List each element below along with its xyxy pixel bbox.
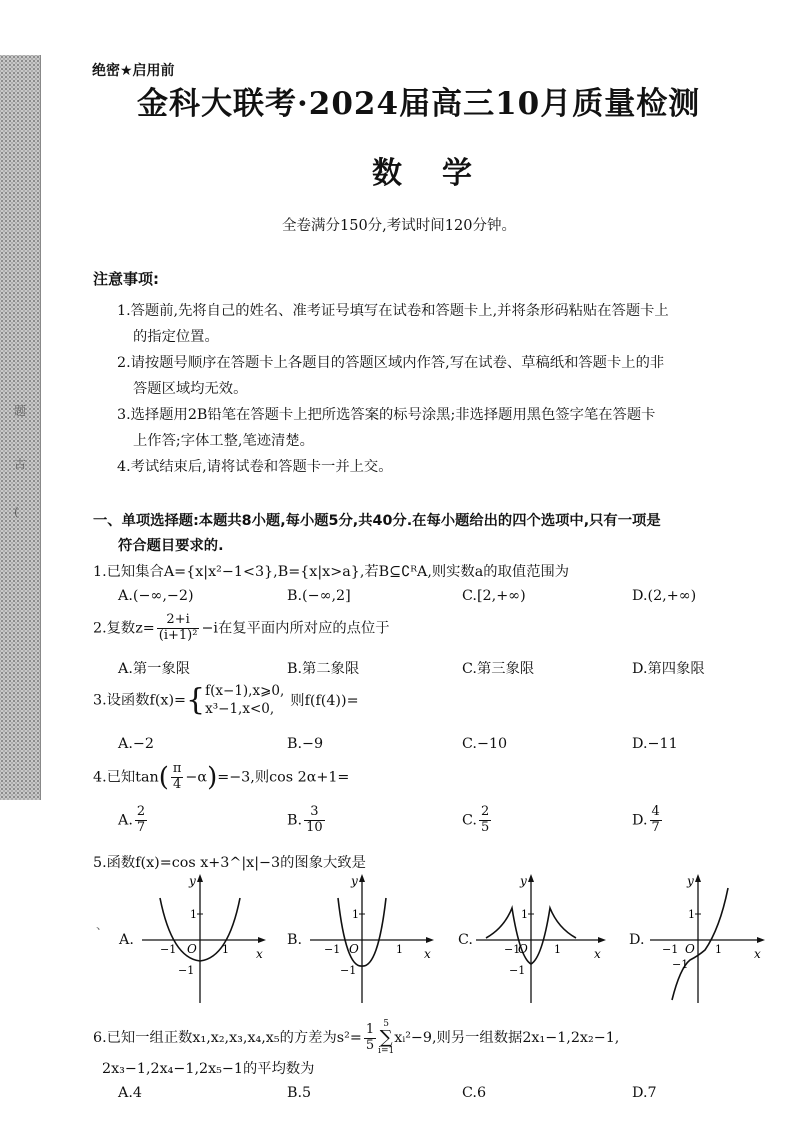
q4-option-a-label: A.	[118, 812, 133, 829]
notice-line: 2.请按题号顺序在答题卡上各题目的答题区域内作答,写在试卷、草稿纸和答题卡上的非	[117, 355, 665, 371]
graph-a	[142, 868, 272, 1008]
section-header: 一、单项选择题:本题共8小题,每小题5分,共40分.在每小题给出的四个选项中,只有一项是	[93, 513, 661, 529]
q4-prefix: 4.已知tan	[93, 769, 159, 786]
x-axis-label: x	[594, 947, 601, 961]
y-axis-label: y	[687, 874, 694, 888]
frac-den: 10	[306, 819, 323, 835]
tick-one: 1	[190, 908, 197, 921]
option-b: B.5	[287, 1085, 312, 1101]
frac-den: 5	[480, 819, 490, 835]
x-axis-label: x	[256, 947, 263, 961]
q4-option-c-label: C.	[462, 812, 477, 829]
q4-inner-suffix: −α	[185, 769, 208, 786]
option-d	[632, 805, 664, 836]
q4-paren-open: (	[158, 762, 169, 793]
notice-line: 的指定位置。	[133, 329, 219, 345]
option-d: D.7	[632, 1085, 657, 1101]
q2-suffix: −i在复平面内所对应的点位于	[201, 620, 390, 637]
notice-line: 4.考试结束后,请将试卷和答题卡一并上交。	[117, 459, 393, 475]
tick-neg-one-y: −1	[178, 964, 195, 977]
graph-d-label: D.	[629, 932, 645, 948]
q2-frac-num: 2+i	[157, 613, 200, 629]
tick-one-x: 1	[396, 943, 403, 956]
sum-top: 5	[383, 1019, 390, 1029]
option-a: A.(−∞,−2)	[118, 588, 194, 604]
x-axis-label: x	[754, 947, 761, 961]
section-header-cont: 符合题目要求的.	[118, 538, 224, 554]
graph-a-label: A.	[119, 932, 134, 948]
notice-line: 答题区域均无效。	[133, 381, 248, 397]
tick-neg-one-y: −1	[340, 964, 357, 977]
question-6-stem-cont: 2x₃−1,2x₄−1,2x₅−1的平均数为	[102, 1061, 315, 1077]
sum-bottom: i=1	[378, 1046, 395, 1056]
exam-info: 全卷满分150分,考试时间120分钟。	[282, 218, 516, 234]
notice-line: 1.答题前,先将自己的姓名、准考证号填写在试卷和答题卡上,并将条形码粘贴在答题卡上	[117, 303, 669, 319]
graph-c	[476, 868, 616, 1008]
q4-suffix: =−3,则cos 2α+1=	[217, 769, 350, 786]
q3-case-1: f(x−1),x⩾0,	[205, 683, 285, 699]
q6-frac-num: 1	[365, 1021, 375, 1037]
option-c: C.[2,+∞)	[462, 588, 526, 604]
question-2-stem	[93, 613, 390, 644]
tick-neg-one: −1	[662, 943, 679, 956]
tick-neg-one: −1	[160, 943, 177, 956]
subject-title: 数学	[372, 156, 512, 191]
q4-option-b-frac	[304, 805, 325, 836]
tick-neg-one: −1	[504, 943, 521, 956]
notice-line: 上作答;字体工整,笔迹清楚。	[133, 433, 314, 449]
q2-fraction	[157, 613, 200, 644]
question-5-stem: 5.函数f(x)=cos x+3^|x|−3的图象大致是	[93, 855, 366, 871]
option-d: D.(2,+∞)	[632, 588, 697, 604]
option-b: B.−9	[287, 736, 324, 752]
option-a: A.−2	[118, 736, 154, 752]
option-b: B.(−∞,2]	[287, 588, 351, 604]
frac-num: 2	[136, 804, 146, 819]
tick-one: 1	[688, 908, 695, 921]
q3-suffix: 则f(f(4))=	[290, 692, 359, 709]
notice-title: 注意事项:	[93, 270, 159, 288]
y-axis-label: y	[520, 874, 527, 888]
q4-option-a-frac	[135, 805, 147, 836]
q6-summation	[378, 1020, 394, 1056]
question-4-stem	[93, 762, 349, 793]
graph-c-label: C.	[458, 932, 473, 948]
q3-brace: {	[186, 682, 206, 718]
option-d: D.第四象限	[632, 661, 705, 677]
frac-num: 3	[304, 805, 325, 821]
x-axis-label: x	[424, 947, 431, 961]
graph-d	[650, 868, 780, 1008]
question-6-stem	[93, 1020, 619, 1056]
option-d: D.−11	[632, 736, 678, 752]
q6-suffix: xᵢ²−9,则另一组数据2x₁−1,2x₂−1,	[394, 1030, 620, 1046]
origin-label: O	[349, 942, 359, 956]
tick-one-x: 1	[222, 943, 229, 956]
tick-one: 1	[521, 908, 528, 921]
option-c	[462, 805, 493, 836]
q3-prefix: 3.设函数f(x)=	[93, 692, 187, 709]
binding-char: (	[14, 505, 19, 519]
q4-option-b-label: B.	[287, 812, 303, 829]
q6-prefix: 6.已知一组正数x₁,x₂,x₃,x₄,x₅的方差为s²=	[93, 1030, 362, 1046]
q6-frac-den: 5	[365, 1037, 375, 1053]
frac-num: 4	[651, 804, 660, 819]
option-a: A.第一象限	[118, 661, 191, 677]
question-3-stem	[93, 683, 359, 718]
origin-label: O	[518, 942, 528, 956]
q4-inner-den: 4	[173, 776, 182, 792]
q4-option-c-frac	[479, 805, 491, 836]
scan-mark: 、	[96, 918, 109, 932]
tick-neg-one: −1	[324, 943, 341, 956]
q4-option-d-label: D.	[632, 812, 648, 829]
q4-inner-fraction	[171, 762, 184, 793]
y-axis-label: y	[351, 874, 358, 888]
binding-margin	[0, 55, 40, 800]
q4-option-d-frac	[650, 805, 662, 836]
origin-label: O	[187, 942, 197, 956]
secret-label: 绝密★启用前	[92, 63, 175, 79]
tick-one: 1	[352, 908, 359, 921]
option-c: C.第三象限	[462, 661, 535, 677]
sum-symbol: ∑	[379, 1027, 393, 1048]
tick-neg-one-y: −1	[509, 964, 526, 977]
frac-den: 7	[651, 819, 660, 835]
option-a: A.4	[118, 1085, 142, 1101]
tick-neg-one-y: −1	[672, 958, 689, 971]
q4-inner-num: π	[172, 761, 182, 776]
option-b: B.第二象限	[287, 661, 360, 677]
option-c: C.6	[462, 1085, 487, 1101]
binding-char: 题	[14, 404, 27, 418]
q6-fraction	[364, 1023, 376, 1054]
tick-one-x: 1	[554, 943, 561, 956]
q2-prefix: 2.复数z=	[93, 620, 155, 637]
y-axis-label: y	[189, 874, 196, 888]
notice-line: 3.选择题用2B铅笔在答题卡上把所选答案的标号涂黑;非选择题用黑色签字笔在答题卡	[117, 407, 656, 423]
graph-b	[310, 868, 440, 1008]
origin-label: O	[685, 942, 695, 956]
q2-frac-den: (i+1)²	[158, 627, 198, 643]
binding-char: 古	[14, 457, 27, 471]
tick-one-x: 1	[715, 943, 722, 956]
margin-line	[40, 55, 41, 800]
graph-b-label: B.	[287, 932, 303, 948]
q4-paren-close: )	[207, 762, 218, 793]
option-a	[118, 805, 149, 836]
exam-title: 金科大联考·2024届高三10月质量检测	[137, 86, 701, 122]
q3-case-2: x³−1,x<0,	[205, 700, 275, 717]
option-b	[287, 805, 327, 836]
frac-num: 2	[480, 804, 490, 819]
q3-cases	[205, 683, 284, 718]
option-c: C.−10	[462, 736, 508, 752]
question-1-stem: 1.已知集合A={x|x²−1<3},B={x|x>a},若B⊆∁ᴿA,则实数a的取值范围为	[93, 564, 570, 580]
frac-den: 7	[136, 819, 146, 835]
